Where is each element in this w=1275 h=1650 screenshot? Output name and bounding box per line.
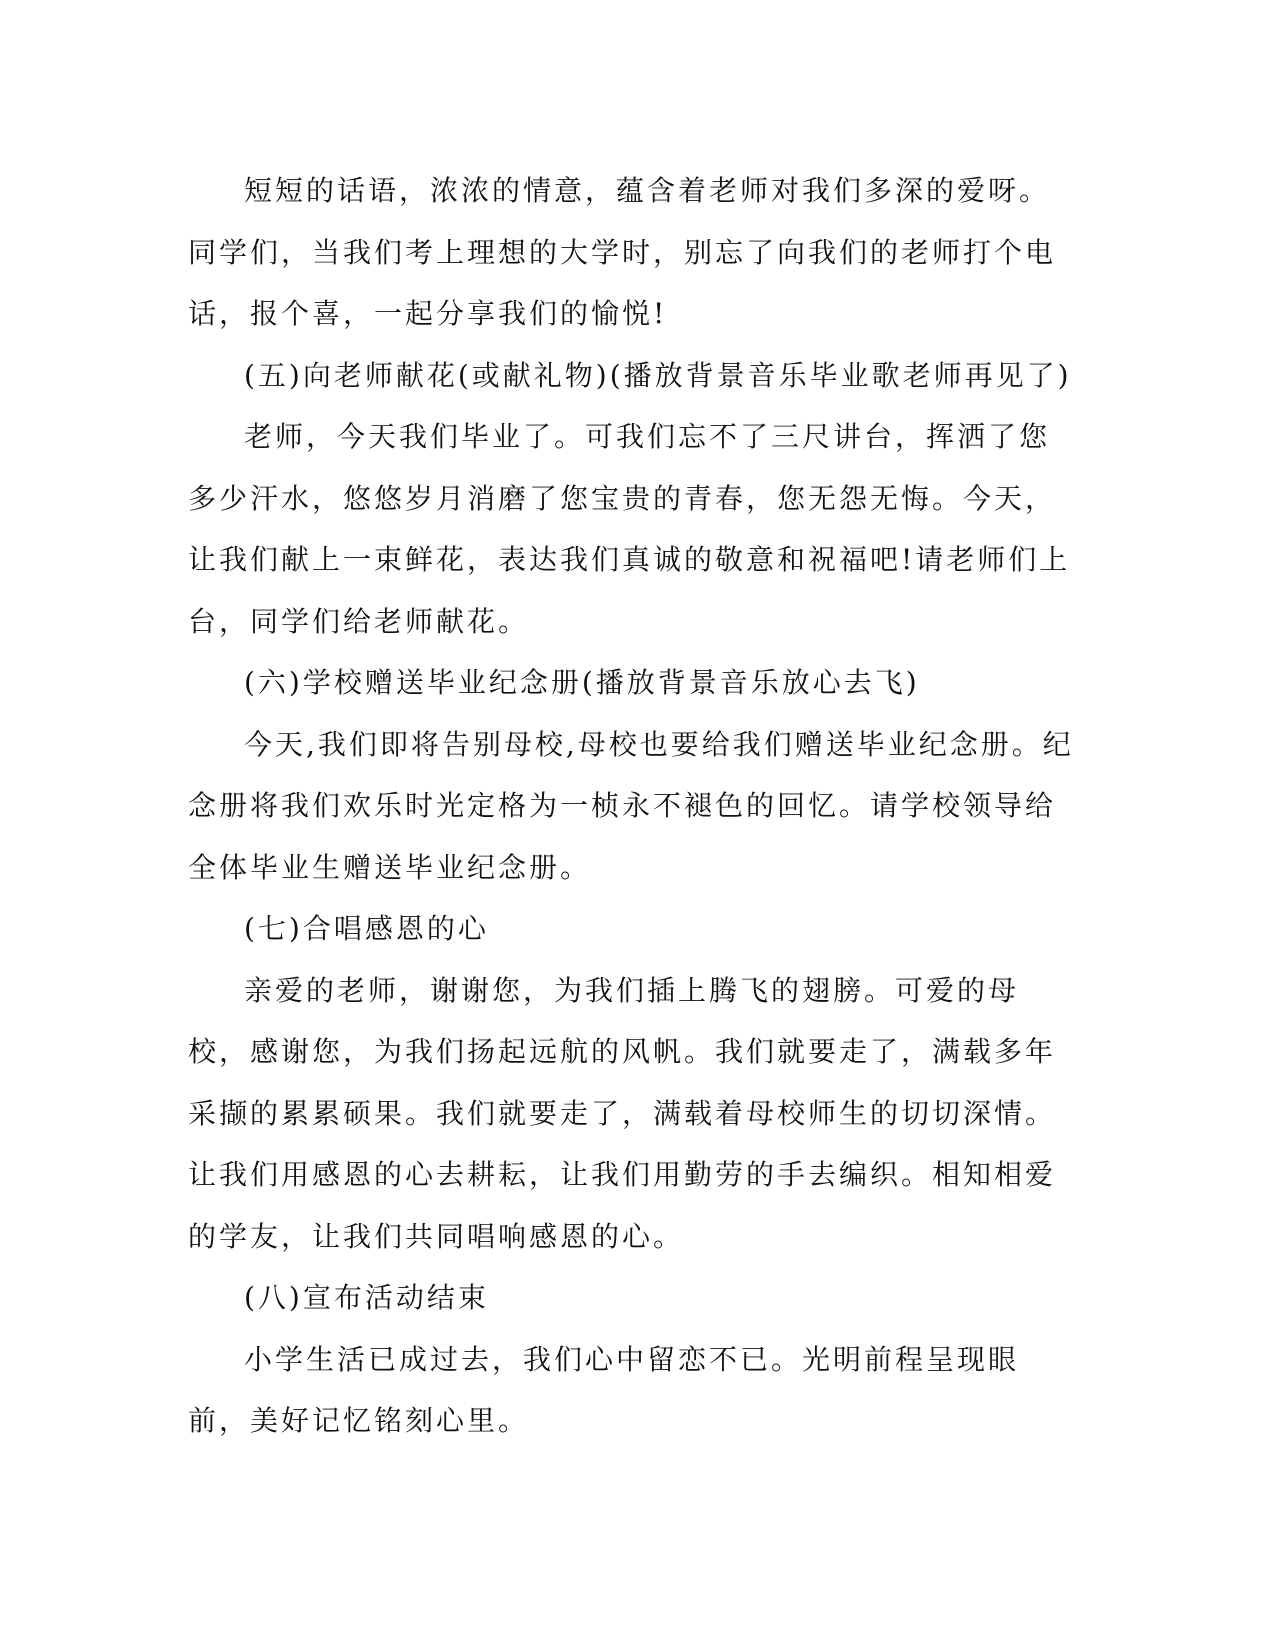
document-body bbox=[188, 160, 1078, 1452]
section-heading-7: (七)合唱感恩的心 bbox=[244, 912, 489, 945]
paragraph-closing: 小学生活已成过去，我们心中留恋不已。光明前程呈现眼前，美好记忆铭刻心里。 bbox=[188, 1342, 1020, 1437]
section-heading-6: (六)学校赠送毕业纪念册(播放背景音乐放心去飞) bbox=[244, 666, 920, 699]
paragraph-praise-teachers: 短短的话语，浓浓的情意，蕴含着老师对我们多深的爱呀。同学们，当我们考上理想的大学时，别忘了向我们的老师打个电话，报个喜，一起分享我们的愉悦! bbox=[188, 174, 1057, 330]
section-heading-8: (八)宣布活动结束 bbox=[244, 1281, 489, 1314]
paragraph-grateful-heart: 亲爱的老师，谢谢您，为我们插上腾飞的翅膀。可爱的母校，感谢您，为我们扬起远航的风帆。我们就要走了，满载多年采撷的累累硕果。我们就要走了，满载着母校师生的切切深情。让我们用感恩的心去耕耘，让我们用勤劳的手去编织。相知相爱的学友，让我们共同唱响感恩的心。 bbox=[188, 973, 1057, 1253]
paragraph-yearbook: 今天,我们即将告别母校,母校也要给我们赠送毕业纪念册。纪念册将我们欢乐时光定格为一桢永不褪色的回忆。请学校领导给全体毕业生赠送毕业纪念册。 bbox=[188, 727, 1074, 884]
paragraph-present-flowers: 老师，今天我们毕业了。可我们忘不了三尺讲台，挥洒了您多少汗水，悠悠岁月消磨了您宝贵的青春，您无怨无悔。今天，让我们献上一束鲜花，表达我们真诚的敬意和祝福吧!请老师们上台，同学们给老师献花。 bbox=[188, 420, 1071, 638]
section-heading-5: (五)向老师献花(或献礼物)(播放背景音乐毕业歌老师再见了) bbox=[244, 358, 1072, 392]
